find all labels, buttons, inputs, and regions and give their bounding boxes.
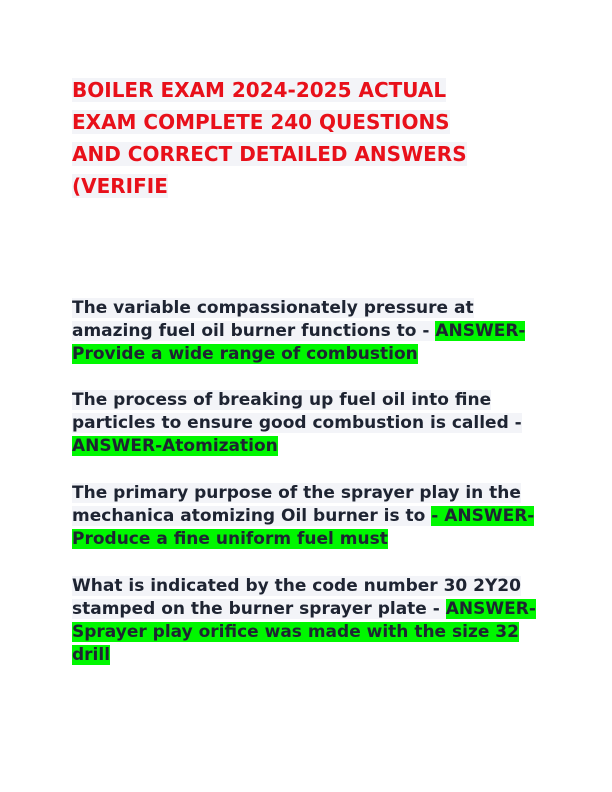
qa-item — [72, 482, 547, 551]
answer-text: ANSWER-Provide a wide range of combustion — [72, 321, 526, 364]
answer-text: ANSWER-Atomization — [72, 436, 278, 456]
answer-text: - ANSWER-Produce a fine uniform fuel must — [72, 506, 535, 549]
question-text: What is indicated by the code number 30 2Y20 stamped on the burner sprayer plate - — [72, 576, 521, 619]
qa-item — [72, 389, 547, 458]
question-text: The primary purpose of the sprayer play in the mechanica atomizing Oil burner is to — [72, 483, 521, 526]
qa-item — [72, 575, 547, 667]
question-text: The variable compassionately pressure at amazing fuel oil burner functions to - — [72, 298, 474, 341]
qa-item — [72, 297, 547, 366]
title-line: BOILER EXAM 2024-2025 ACTUAL — [72, 78, 447, 102]
document-title — [72, 74, 532, 202]
title-line: AND CORRECT DETAILED ANSWERS — [72, 142, 467, 166]
question-text: The process of breaking up fuel oil into fine particles to ensure good combustion is called - — [72, 390, 522, 433]
title-line: EXAM COMPLETE 240 QUESTIONS — [72, 110, 450, 134]
title-line: (VERIFIE — [72, 174, 168, 198]
answer-text: ANSWER-Sprayer play orifice was made with the size 32 drill — [72, 599, 536, 665]
